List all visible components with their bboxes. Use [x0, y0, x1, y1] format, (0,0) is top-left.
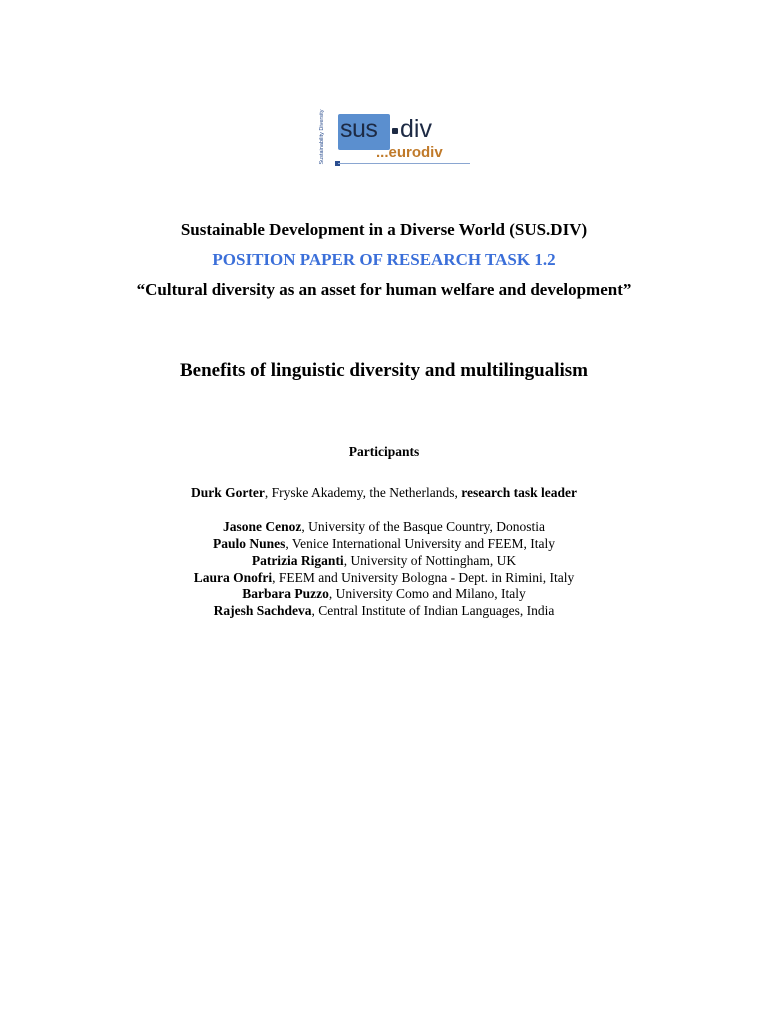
participant-role: research task leader	[461, 485, 577, 500]
document-title: Benefits of linguistic diversity and multilingualism	[179, 360, 588, 381]
participant-item	[0, 602, 768, 619]
participants-heading: Participants	[348, 444, 420, 459]
paper-type: POSITION PAPER OF RESEARCH TASK 1.2	[212, 250, 556, 269]
participant-affiliation: , Venice International University and FEEM, Italy	[285, 536, 556, 551]
participant-item	[0, 585, 768, 602]
participant-affiliation: , University of the Basque Country, Donostia	[301, 519, 545, 534]
participant-name: Patrizia Riganti	[251, 553, 344, 568]
participant-name: Durk Gorter	[191, 485, 265, 500]
participant-item	[0, 569, 768, 586]
participant-name: Rajesh Sachdeva	[213, 603, 312, 618]
participant-affiliation: , FEEM and University Bologna - Dept. in Rimini, Italy	[272, 570, 575, 585]
sus-div-logo	[316, 104, 472, 170]
participant-name: Barbara Puzzo	[242, 586, 329, 601]
logo-main-right: div	[400, 115, 432, 143]
participant-name: Laura Onofri	[193, 570, 273, 585]
participant-leader	[0, 484, 768, 501]
logo-sub-text: ...eurodiv	[376, 144, 443, 161]
theme-quote: “Cultural diversity as an asset for human welfare and development”	[136, 280, 632, 299]
logo-main-left: sus	[340, 115, 378, 143]
participant-item	[0, 552, 768, 569]
project-title: Sustainable Development in a Diverse World (SUS.DIV)	[180, 220, 588, 239]
participant-item	[0, 535, 768, 552]
participant-name: Jasone Cenoz	[223, 519, 302, 534]
participant-affiliation: , University Como and Milano, Italy	[328, 586, 526, 601]
participant-name: Paulo Nunes	[212, 536, 286, 551]
logo-dot	[392, 128, 398, 134]
participant-affiliation: , University of Nottingham, UK	[343, 553, 517, 568]
participant-affiliation: , Central Institute of Indian Languages, India	[311, 603, 555, 618]
participant-affiliation: , Fryske Akademy, the Netherlands,	[264, 485, 462, 500]
logo-underline	[338, 163, 470, 164]
participant-item	[0, 518, 768, 535]
logo-side-text: Sustainability Diversity	[319, 109, 325, 165]
